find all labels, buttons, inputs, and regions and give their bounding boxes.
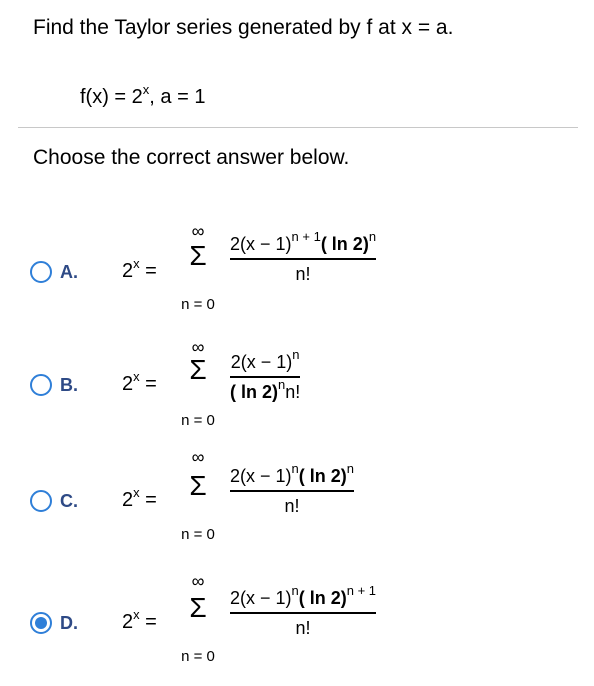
fraction-bar (230, 490, 354, 492)
option-letter: B. (60, 375, 78, 395)
denominator: n! (295, 618, 311, 638)
radio-button-d-selected[interactable] (30, 612, 52, 634)
numerator: $2(x - 1)^n$ (230, 347, 300, 372)
fraction (230, 229, 377, 286)
fraction (230, 583, 377, 640)
option-lhs: $2^x$ = (122, 369, 157, 395)
sum-lower-limit: n = 0 (181, 526, 215, 543)
option-d[interactable] (30, 568, 470, 678)
fraction (230, 461, 354, 518)
sum-upper-limit: ∞ (191, 221, 205, 241)
radio-button-b[interactable] (30, 374, 52, 396)
option-lhs: $2^x$ = (122, 256, 157, 282)
sigma-symbol: Σ (189, 592, 207, 623)
denominator: n! (284, 496, 300, 516)
question-text: Find the Taylor series generated by f at x = a. (33, 16, 454, 39)
numerator: $2(x - 1)^n$( ln 2)$^{n + 1}$ (230, 583, 377, 608)
sigma-symbol: Σ (189, 354, 207, 385)
numerator: $2(x - 1)^{n + 1}$( ln 2)$^n$ (230, 229, 377, 254)
choose-prompt: Choose the correct answer below. (33, 146, 350, 169)
option-b[interactable] (30, 336, 470, 446)
sigma-symbol: Σ (189, 470, 207, 501)
function-definition (80, 82, 206, 109)
fraction-bar (230, 258, 376, 260)
sum-lower-limit: n = 0 (181, 296, 215, 313)
sum-upper-limit: ∞ (191, 337, 205, 357)
denominator: n! (295, 264, 311, 284)
sum-lower-limit: n = 0 (181, 648, 215, 665)
radio-button-a[interactable] (30, 261, 52, 283)
fraction (230, 347, 301, 404)
option-letter: A. (60, 262, 78, 282)
option-a[interactable] (30, 220, 470, 330)
fraction-bar (230, 612, 376, 614)
sum-upper-limit: ∞ (191, 447, 205, 467)
function-base: f(x) = 2 (80, 86, 143, 108)
function-point: , a = 1 (149, 86, 206, 108)
numerator: $2(x - 1)^n$( ln 2)$^n$ (230, 461, 354, 486)
option-letter: C. (60, 491, 78, 511)
denominator: ( ln 2)$^n$n! (230, 377, 301, 402)
option-lhs: $2^x$ = (122, 485, 157, 511)
option-letter: D. (60, 613, 78, 633)
fraction-bar (230, 376, 300, 378)
sum-upper-limit: ∞ (191, 571, 205, 591)
section-divider (18, 127, 578, 128)
sigma-symbol: Σ (189, 240, 207, 271)
option-lhs: $2^x$ = (122, 607, 157, 633)
radio-button-c[interactable] (30, 490, 52, 512)
sum-lower-limit: n = 0 (181, 412, 215, 429)
option-c[interactable] (30, 446, 470, 556)
function-exponent: x (142, 82, 150, 97)
